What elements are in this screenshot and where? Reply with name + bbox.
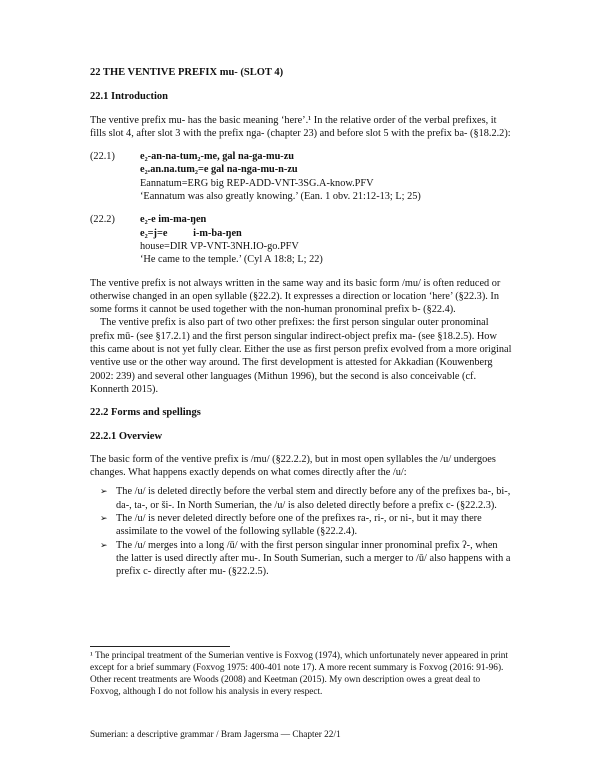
example-number: (22.2) xyxy=(90,214,115,226)
paragraph-overview: The basic form of the ventive prefix is /mu/ (§22.2.2), but in most open syllables the /u/ undergoes changes. What happens exactly depends on what comes directly after the /u/: xyxy=(90,453,496,479)
example-translation: ‘Eannatum was also greatly knowing.’ (Ean. 1 obv. 21:12-13; L; 25) xyxy=(140,191,421,203)
list-item: ➢ The /u/ is never deleted directly before one of the prefixes ra-, ri-, or ni-, but it may there assimilate to the vowel of the following syllable (§22.2.4). xyxy=(100,513,482,538)
example-22-2 xyxy=(90,213,512,266)
footnote-1: ¹ The principal treatment of the Sumerian ventive is Foxvog (1974), which unfortunately never appeared in print except for a brief summary (Foxvog 1975: 400-401 note 17). A more recent summary is Foxvog (2016: 91-96). Other recent treatments are Woods (2008) and Keetman (2015). My own description owes a great deal to Foxvog, although I do not follow his analysis in every respect. xyxy=(90,651,509,697)
bullet-list xyxy=(90,485,512,578)
subsection-heading-overview: 22.2.1 Overview xyxy=(90,430,163,442)
section-heading-forms: 22.2 Forms and spellings xyxy=(90,407,201,419)
example-transliteration: e₂-an-na-tum₂-me, gal na-ga-mu-zu xyxy=(140,151,295,163)
example-translation: ‘He came to the temple.’ (Cyl A 18:8; L; 22) xyxy=(140,254,323,266)
arrow-bullet-icon: ➢ xyxy=(100,486,108,497)
chapter-title: 22 THE VENTIVE PREFIX mu- (SLOT 4) xyxy=(90,67,284,78)
page-body xyxy=(90,66,512,579)
arrow-bullet-icon: ➢ xyxy=(100,513,108,524)
arrow-bullet-icon: ➢ xyxy=(100,539,108,550)
paragraph-first-person: The ventive prefix is also part of two other prefixes: the first person singular outer pronominal prefix mū- (see §17.2.1) and the first person singular indirect-object prefix ma- (see §18.2.5). How this came about is not yet fully clear. Either the use as first person prefix evolved from a more original ventive use or the other way around. The first development is attested for Akkadian (Kouwenberg 2002: 239) and several other languages (Mithun 1996), but the second is also conceivable (cf. Konnerth 2015). xyxy=(90,317,512,395)
example-transliteration: e₂-e im-ma-ŋen xyxy=(140,214,207,226)
example-gloss: house=DIR VP-VNT-3NH.IO-go.PFV xyxy=(140,240,299,252)
intro-paragraph: The ventive prefix mu- has the basic meaning ‘here’.¹ In the relative order of the verbal prefixes, it fills slot 4, after slot 3 with the prefix nga- (chapter 23) and before slot 5 with the prefix ba- (§18.2.2): xyxy=(90,114,511,139)
example-segmentation: e₂.an.na.tum₂=e gal na-nga-mu-n-zu xyxy=(140,164,298,176)
list-item: ➢ The /u/ merges into a long /ū/ with the first person singular inner pronominal prefix ʔ-, when the latter is used directly after mu-. In South Sumerian, such a merger to /ū/ also happens with a prefix c- directly after mu- (§22.2.5). xyxy=(100,539,511,578)
page-footer: Sumerian: a descriptive grammar / Bram Jagersma — Chapter 22/1 xyxy=(90,730,341,740)
section-heading-introduction: 22.1 Introduction xyxy=(90,91,168,103)
example-segmentation: e₂=j=e i-m-ba-ŋen xyxy=(140,227,242,239)
example-number: (22.1) xyxy=(90,151,115,163)
footnote-divider xyxy=(90,646,230,647)
example-gloss: Eannatum=ERG big REP-ADD-VNT-3SG.A-know.PFV xyxy=(140,177,374,189)
example-22-1 xyxy=(90,150,512,203)
list-item: ➢ The /u/ is deleted directly before the verbal stem and directly before any of the prefixes ba-, bi-, da-, ta-, or ši-. In North Sumerian, the /u/ is also deleted directly before a prefix c- (§22.2.3). xyxy=(100,486,511,511)
paragraph-forms-summary: The ventive prefix is not always written in the same way and its basic form /mu/ is often reduced or otherwise changed in an open syllable (§22.2). It expresses a direction or location ‘here’ (§22.3). In some forms it cannot be used together with the non-human pronominal prefix b- (§22.4). xyxy=(90,277,501,316)
